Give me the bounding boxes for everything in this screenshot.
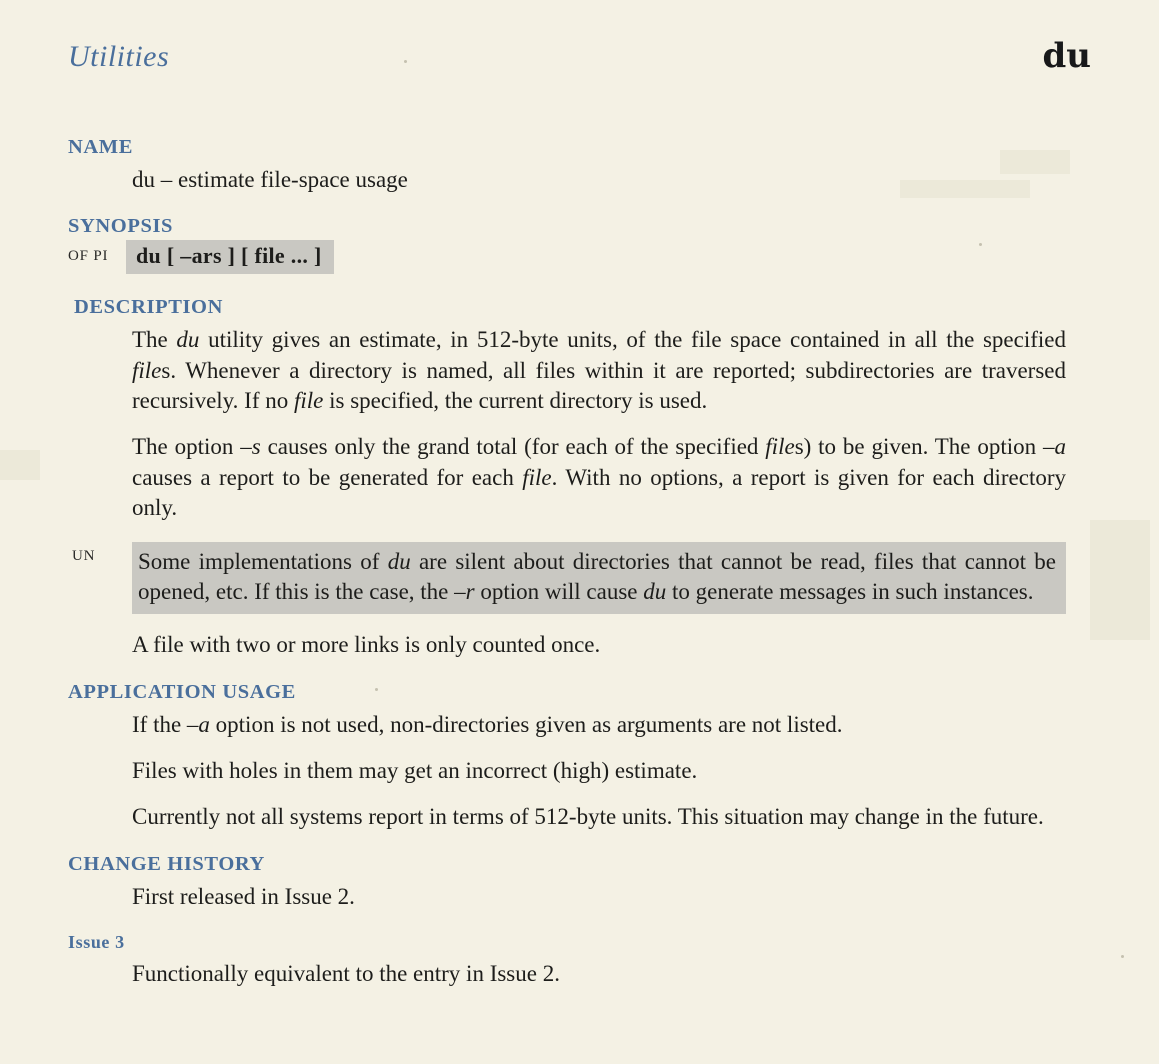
desc-p3-text-c: option will cause: [474, 578, 644, 604]
running-header: [68, 36, 1091, 88]
app-p1-opt-a: –a: [186, 711, 210, 737]
desc-p3-text-b: are silent about directories that cannot be read, files that cannot be opened, etc. If this is the case, the: [138, 548, 1056, 604]
desc-p3-text-d: to generate messages in such instances.: [666, 578, 1034, 604]
section-body-name: du – estimate file-space usage: [132, 167, 408, 192]
desc-p1-text-b: utility gives an estimate, in 512-byte units, of the file space contained in all the specified: [199, 327, 1066, 353]
app-p1-text-b: option is not used, non-directories given as arguments are not listed.: [209, 711, 843, 737]
desc-p3-du-1: du: [387, 548, 411, 574]
desc-p1-text-a: The: [132, 327, 177, 353]
desc-p1-du: du: [176, 327, 200, 353]
desc-p2-text-d: causes a report to be generated for each: [132, 464, 523, 490]
desc-p1-text-c: s. Whenever a directory is named, all files within it are reported; subdirectories are traversed recursively. If no: [132, 357, 1066, 414]
change-history-body: First released in Issue 2.: [132, 883, 355, 909]
application-usage-paragraph-3: Currently not all systems report in terms of 512-byte units. This situation may change in the future.: [132, 804, 1044, 830]
desc-p2-file: file: [522, 464, 552, 490]
description-paragraph-3-row: [68, 542, 1071, 615]
application-usage-paragraph-1: [132, 710, 1066, 740]
paper-texture-blotch: [0, 450, 40, 480]
description-paragraph-2: [132, 432, 1066, 523]
desc-p2-text-b: causes only the grand total (for each of the specified: [260, 434, 766, 460]
desc-p1-file: file: [294, 388, 324, 414]
synopsis-command: du [ –ars ] [ file ... ]: [126, 240, 334, 274]
margin-note-un: UN: [72, 547, 96, 564]
desc-p2-text-e: . With no options, a report is given for each directory only.: [132, 464, 1066, 521]
description-paragraph-4: A file with two or more links is only counted once.: [132, 632, 601, 658]
desc-p1-text-d: is specified, the current directory is used.: [323, 388, 708, 414]
desc-p2-files: file: [765, 434, 795, 460]
desc-p1-files: file: [132, 357, 162, 383]
section-heading-issue-3: Issue 3: [68, 932, 125, 953]
desc-p2-text-c: s) to be given. The option: [794, 434, 1044, 460]
synopsis-row: [68, 240, 1071, 276]
paper-speck: [1121, 955, 1124, 958]
desc-p3-opt-r: –r: [454, 578, 475, 604]
section-heading-synopsis: SYNOPSIS: [68, 215, 174, 238]
app-p1-text-a: If the: [132, 711, 187, 737]
section-heading-name: NAME: [68, 136, 134, 158]
section-heading-application-usage: APPLICATION USAGE: [68, 680, 296, 703]
paper-texture-blotch: [1090, 520, 1150, 640]
description-paragraph-1: [132, 325, 1066, 416]
desc-p3-du-2: du: [643, 578, 667, 604]
running-header-right: du: [1042, 36, 1091, 76]
section-heading-description: DESCRIPTION: [74, 296, 223, 319]
section-heading-change-history: CHANGE HISTORY: [68, 852, 265, 875]
desc-p3-text-a: Some implementations of: [138, 548, 388, 574]
manpage-content: [68, 136, 1071, 989]
desc-p2-text-a: The option: [132, 434, 241, 460]
description-paragraph-3-highlighted: [132, 542, 1066, 615]
running-header-left: Utilities: [68, 40, 170, 73]
margin-note-ofpi: OF PI: [68, 248, 109, 265]
desc-p2-opt-s: –s: [240, 434, 261, 460]
issue-3-body: Functionally equivalent to the entry in Issue 2.: [132, 961, 560, 987]
desc-p2-opt-a: –a: [1043, 434, 1067, 460]
application-usage-paragraph-2: Files with holes in them may get an incorrect (high) estimate.: [132, 757, 698, 783]
